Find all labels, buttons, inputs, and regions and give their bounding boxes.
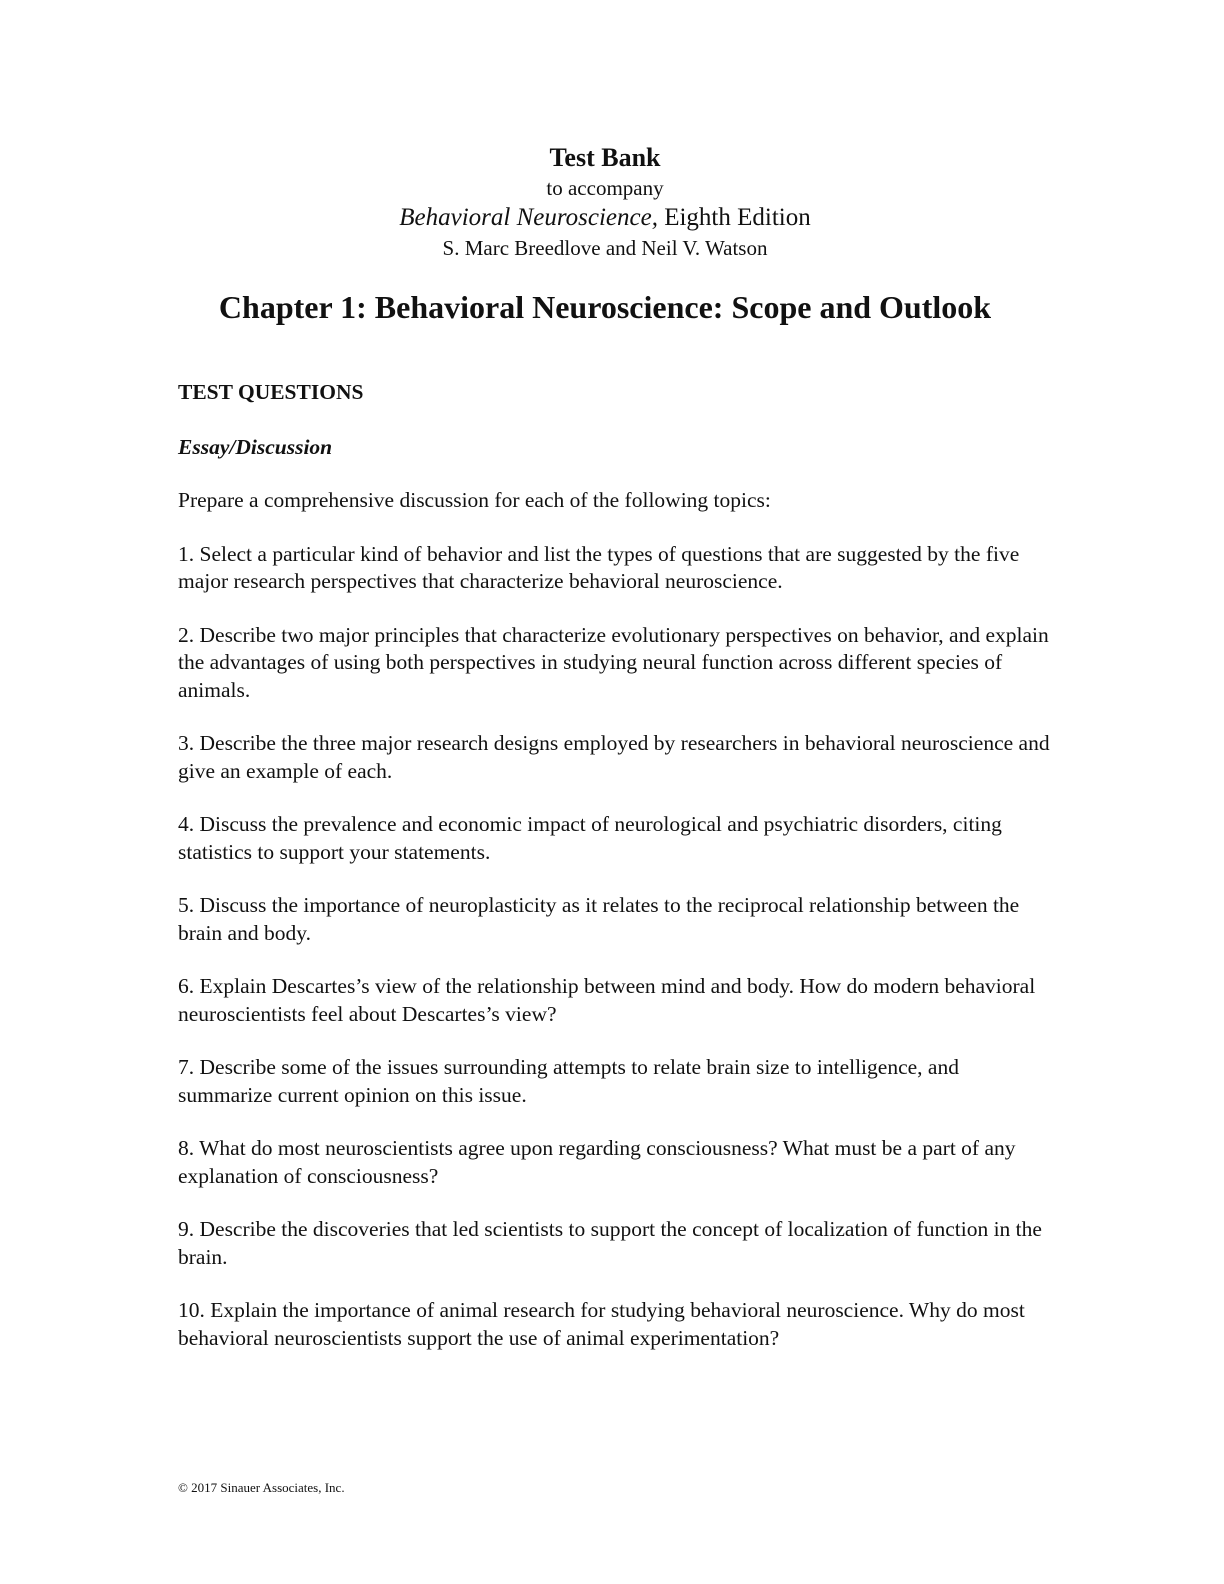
instructions: Prepare a comprehensive discussion for each of the following topics: (178, 488, 771, 512)
question-item: 9. Describe the discoveries that led scientists to support the concept of localization of function in the brain. (178, 1217, 1042, 1269)
question-section (178, 378, 1050, 1378)
document-header (0, 142, 1210, 262)
book-line (0, 202, 1210, 234)
book-title: Behavioral Neuroscience, (399, 204, 658, 231)
question-item: 2. Describe two major principles that characterize evolutionary perspectives on behavior, and explain the advantages of using both perspectives in studying neural function across different species of animals. (178, 622, 1049, 702)
question-item: 8. What do most neuroscientists agree upon regarding consciousness? What must be a part of any explanation of consciousness? (178, 1136, 1016, 1188)
copyright-footer: © 2017 Sinauer Associates, Inc. (178, 1480, 345, 1495)
chapter-title: Chapter 1: Behavioral Neuroscience: Scope and Outlook (218, 289, 992, 325)
question-item: 4. Discuss the prevalence and economic impact of neurological and psychiatric disorders, citing statistics to support your statements. (178, 812, 1002, 864)
question-item: 5. Discuss the importance of neuroplasticity as it relates to the reciprocal relationship between the brain and body. (178, 893, 1020, 945)
question-item: 10. Explain the importance of animal research for studying behavioral neuroscience. Why do most behavioral neuroscientists support the use of animal experimentation? (178, 1298, 1025, 1350)
question-item: 3. Describe the three major research designs employed by researchers in behavioral neuroscience and give an example of each. (178, 731, 1050, 783)
book-edition: Eighth Edition (664, 204, 811, 231)
question-item: 7. Describe some of the issues surrounding attempts to relate brain size to intelligence, and summarize current opinion on this issue. (178, 1055, 959, 1107)
accompany-line: to accompany (546, 176, 664, 200)
question-item: 6. Explain Descartes’s view of the relationship between mind and body. How do modern behavioral neuroscientists feel about Descartes’s view? (178, 974, 1036, 1026)
subsection-heading: Essay/Discussion (178, 435, 333, 459)
section-heading: TEST QUESTIONS (178, 380, 364, 404)
test-bank-title: Test Bank (549, 143, 661, 172)
question-item: 1. Select a particular kind of behavior and list the types of questions that are suggested by the five major research perspectives that characterize behavioral neuroscience. (178, 541, 1020, 593)
authors-line: S. Marc Breedlove and Neil V. Watson (442, 236, 768, 260)
